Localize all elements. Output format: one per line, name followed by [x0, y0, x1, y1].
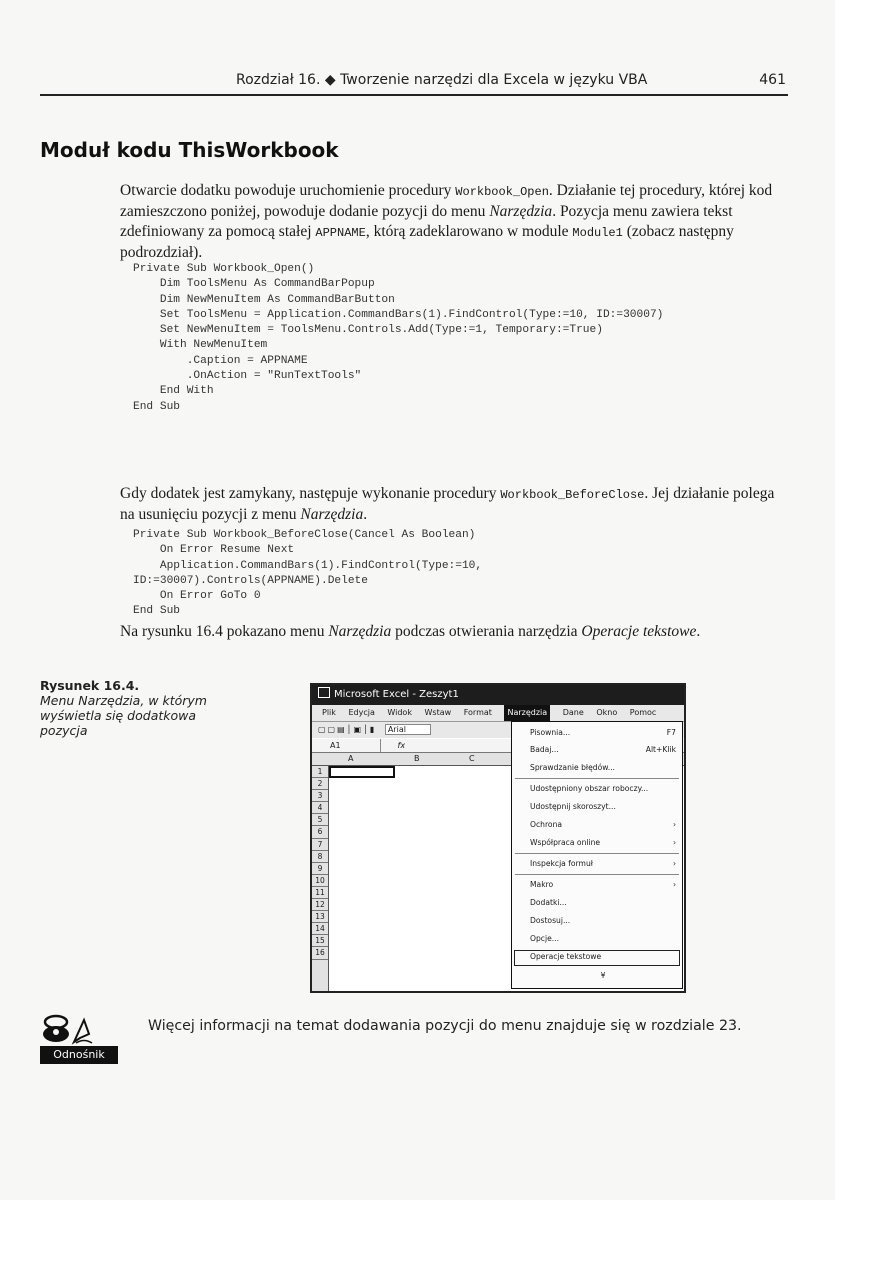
menu-plik[interactable]: Plik [322, 708, 336, 717]
menu-item-operacje-tekstowe[interactable] [530, 950, 676, 964]
menu-item-label: Pisownia... [530, 728, 571, 737]
emphasis: Narzędzia [328, 623, 392, 640]
menu-item-shortcut: Alt+Klik [645, 745, 676, 754]
inline-code: APPNAME [315, 226, 366, 240]
menu-expand-arrow[interactable] [530, 969, 676, 983]
expand-arrow-icon: ¥ [600, 971, 606, 980]
menu-item-label: Operacje tekstowe [530, 952, 602, 961]
menu-item-label: Współpraca online [530, 838, 601, 847]
menu-item-udostepnij-skoroszyt[interactable] [530, 800, 676, 814]
row-header[interactable]: 7 [312, 839, 328, 851]
menu-item-label: Inspekcja formuł [530, 859, 593, 868]
row-header[interactable]: 9 [312, 863, 328, 875]
text: . [363, 506, 368, 523]
code-workbook-open: Private Sub Workbook_Open() Dim ToolsMenu As CommandBarPopup Dim NewMenuItem As CommandBarButton Set ToolsMenu = Application.CommandBars(1).FindControl(Type:=10, ID:=30007) Set NewMenuItem = ToolsMenu.Controls.Add(Type:=1, Temporary:=True) With NewMenuItem .Caption = APPNAME .OnAction = "RunTextTools" End With End Sub [133, 263, 664, 413]
submenu-arrow-icon: › [672, 880, 676, 889]
menu-narzedzia[interactable]: Narzędzia [504, 705, 550, 721]
inline-code: Workbook_Open [455, 185, 549, 199]
menu-item-label: Ochrona [530, 820, 563, 829]
text: Na rysunku 16.4 pokazano menu [120, 623, 329, 640]
row-header[interactable]: 6 [312, 826, 328, 838]
menu-item-label: Udostępniony obszar roboczy... [530, 784, 649, 793]
inline-code: Module1 [572, 226, 623, 240]
column-a[interactable]: A [348, 754, 354, 763]
menu-item-makro[interactable] [530, 878, 676, 892]
window-title: Microsoft Excel - Zeszyt1 [334, 689, 459, 700]
paragraph-figure-ref [120, 622, 780, 642]
submenu-arrow-icon: › [672, 859, 676, 868]
badge-label: Odnośnik [40, 1046, 118, 1064]
menu-item-shortcut: F7 [666, 728, 676, 737]
menu-item-dostosuj[interactable] [530, 914, 676, 928]
paragraph-beforeclose [120, 484, 780, 525]
text: . Jej działanie polega na usunięciu pozycji z menu [120, 485, 775, 523]
menu-item-label: Badaj... [530, 745, 559, 754]
submenu-arrow-icon: › [672, 820, 676, 829]
row-header[interactable]: 13 [312, 911, 328, 923]
text: . Działanie tej procedury, której kod zamieszczono poniżej, powoduje dodanie pozycji do menu [120, 182, 773, 220]
code-workbook-beforeclose: Private Sub Workbook_BeforeClose(Cancel As Boolean) On Error Resume Next Application.CommandBars(1).FindControl(Type:=10, ID:=30007).Controls(APPNAME).Delete On Error GoTo 0 End Sub [133, 529, 483, 618]
menu-item-label: Makro [530, 880, 554, 889]
excel-screenshot [310, 683, 686, 993]
text: podczas otwierania narzędzia [391, 623, 582, 640]
name-box[interactable]: A1 [330, 739, 381, 752]
text: (zobacz następny podrozdział). [120, 223, 734, 261]
row-header[interactable]: 15 [312, 935, 328, 947]
header-rule [40, 94, 788, 96]
paragraph-intro [120, 181, 780, 263]
menu-item-wspolpraca-online[interactable] [530, 836, 676, 850]
figure-description: Menu Narzędzia, w którym wyświetla się dodatkowa pozycja [40, 693, 207, 738]
row-header[interactable]: 5 [312, 814, 328, 826]
menu-item-label: Dostosuj... [530, 916, 571, 925]
row-header[interactable]: 4 [312, 802, 328, 814]
window-titlebar [312, 685, 684, 705]
page-number: 461 [759, 72, 786, 88]
toolbar-icons[interactable]: ▢▢▤│▣│▮ [318, 725, 377, 734]
text: , którą zadeklarowano w module [365, 223, 573, 240]
menu-item-label: Opcje... [530, 934, 559, 943]
row-header[interactable]: 1 [312, 766, 328, 778]
excel-app-icon [318, 687, 330, 698]
section-title: Moduł kodu ThisWorkbook [40, 138, 339, 162]
menu-okno[interactable]: Okno [596, 708, 618, 717]
text: . [696, 623, 701, 640]
menu-bar[interactable] [312, 705, 684, 722]
menu-item-inspekcja-formul[interactable] [530, 857, 676, 871]
active-cell[interactable] [329, 766, 395, 778]
text: Gdy dodatek jest zamykany, następuje wykonanie procedury [120, 485, 501, 502]
row-header[interactable]: 12 [312, 899, 328, 911]
fx-label: fx [397, 741, 406, 750]
font-box[interactable]: Arial [385, 724, 431, 735]
menu-edycja[interactable]: Edycja [348, 708, 375, 717]
running-title: Rozdział 16. ◆ Tworzenie narzędzi dla Excela w języku VBA [236, 72, 648, 88]
tools-dropdown-menu [511, 721, 683, 989]
reference-note: Więcej informacji na temat dodawania pozycji do menu znajduje się w rozdziale 23. [148, 1018, 742, 1034]
row-header[interactable]: 10 [312, 875, 328, 887]
column-c[interactable]: C [469, 754, 475, 763]
column-b[interactable]: B [414, 754, 420, 763]
menu-item-label: Udostępnij skoroszyt... [530, 802, 616, 811]
menu-item-opcje[interactable] [530, 932, 676, 946]
text: Otwarcie dodatku powoduje uruchomienie procedury [120, 182, 456, 199]
row-header[interactable]: 3 [312, 790, 328, 802]
submenu-arrow-icon: › [672, 838, 676, 847]
menu-item-dodatki[interactable] [530, 896, 676, 910]
menu-item-label: Sprawdzanie błędów... [530, 763, 615, 772]
row-header[interactable]: 16 [312, 947, 328, 959]
emphasis: Narzędzia [300, 506, 364, 523]
row-header[interactable]: 11 [312, 887, 328, 899]
menu-item-sprawdzanie-bledow[interactable] [530, 761, 676, 775]
row-header[interactable]: 2 [312, 778, 328, 790]
reference-icon [40, 1012, 118, 1046]
row-header[interactable]: 8 [312, 851, 328, 863]
menu-widok[interactable]: Widok [387, 708, 412, 717]
menu-item-pisownia[interactable] [530, 726, 676, 740]
figure-caption [40, 678, 240, 738]
inline-code: Workbook_BeforeClose [500, 488, 645, 502]
reference-badge [40, 1012, 118, 1064]
menu-item-ochrona[interactable] [530, 818, 676, 832]
menu-pomoc[interactable]: Pomoc [629, 708, 657, 717]
menu-separator [515, 853, 679, 854]
menu-separator [515, 778, 679, 779]
text: . Pozycja menu zawiera tekst zdefiniowany za pomocą stałej [120, 203, 733, 240]
menu-item-obszar-roboczy[interactable] [530, 782, 676, 796]
emphasis: Narzędzia [489, 203, 553, 220]
menu-item-label: Dodatki... [530, 898, 567, 907]
menu-separator [515, 874, 679, 875]
row-headers [312, 766, 329, 991]
menu-item-badaj[interactable] [530, 743, 676, 757]
running-header [236, 72, 786, 88]
emphasis: Operacje tekstowe [581, 623, 697, 640]
menu-format[interactable]: Format [463, 708, 492, 717]
menu-wstaw[interactable]: Wstaw [424, 708, 452, 717]
menu-dane[interactable]: Dane [562, 708, 584, 717]
row-header[interactable]: 14 [312, 923, 328, 935]
figure-number: Rysunek 16.4. [40, 678, 140, 693]
